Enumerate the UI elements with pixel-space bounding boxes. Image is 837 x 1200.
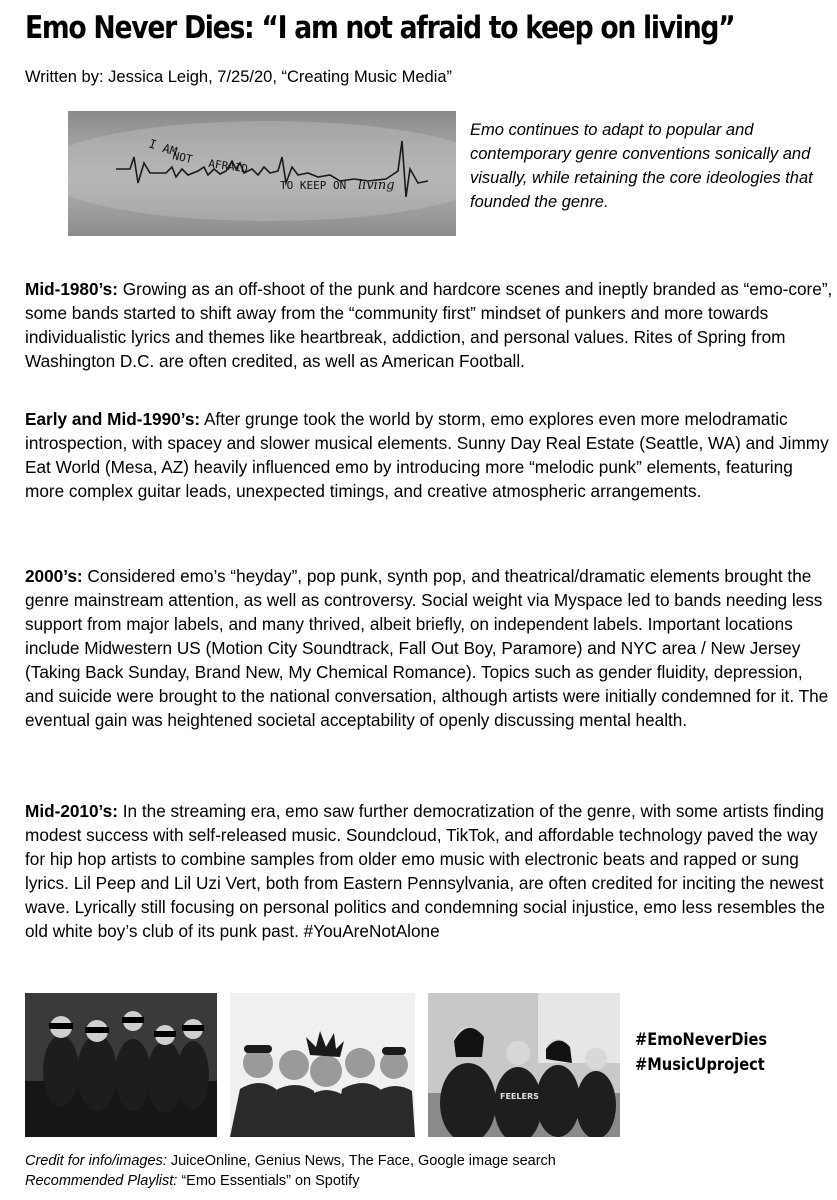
playlist-text: “Emo Essentials” on Spotify (177, 1173, 360, 1189)
credit-label: Credit for info/images: (25, 1153, 167, 1169)
tattoo-text-2: NOT (171, 149, 194, 167)
credits (25, 1151, 556, 1191)
band-photo-2 (230, 993, 415, 1137)
band-photo-3 (428, 993, 620, 1137)
section-body: After grunge took the world by storm, emo explores even more melodramatic introspection, with spacey and slower musical elements. Sunny Day Real Estate (Seattle, WA) and Jimmy Eat World (Mesa, AZ) heavily influenced emo by introducing more “melodic punk” elements, featuring more complex guitar leads, unexpected timings, and creative atmospheric arrangements. (25, 409, 829, 501)
section-heading: 2000’s: (25, 566, 83, 586)
section-body: Considered emo’s “heyday”, pop punk, synth pop, and theatrical/dramatic elements brought the genre mainstream attention, as well as controversy. Social weight via Myspace led to bands needing less support from major labels, and many thrived, albeit briefly, on independent labels. Important locations include Midwestern US (Motion City Soundtrack, Fall Out Boy, Paramore) and NYC area / New Jersey (Taking Back Sunday, Brand New, My Chemical Romance). Topics such as gender fluidity, depression, and suicide were brought to the national conversation, although artists were initially condemned for it. The eventual gain was heightened societal acceptability of openly discussing mental health. (25, 566, 829, 730)
credit-line (25, 1151, 556, 1171)
playlist-label: Recommended Playlist: (25, 1173, 178, 1189)
section-2000s (25, 564, 833, 732)
credit-text: JuiceOnline, Genius News, The Face, Google image search (166, 1153, 556, 1169)
hashtag[interactable]: #EmoNeverDies (635, 1030, 768, 1050)
tattoo-text-1: I AM (147, 136, 179, 159)
section-mid-1980s (25, 277, 833, 373)
section-heading: Mid-2010’s: (25, 801, 118, 821)
hashtag[interactable]: #MusicUproject (635, 1055, 765, 1075)
section-1990s (25, 407, 833, 503)
shirt-text: FEELERS (500, 1092, 539, 1101)
byline: Written by: Jessica Leigh, 7/25/20, “Creating Music Media” (25, 68, 453, 86)
playlist-line (25, 1171, 556, 1191)
section-body: Growing as an off-shoot of the punk and hardcore scenes and ineptly branded as “emo-core”, some bands started to shift away from the “community first” mindset of punkers and more towards individualistic lyrics and themes like heartbreak, addiction, and personal values. Rites of Spring from Washington D.C. are often credited, as well as American Football. (25, 279, 833, 371)
tattoo-text-4: TO KEEP ON (280, 179, 347, 192)
tattoo-photo (68, 111, 456, 236)
tattoo-text-5: living (358, 178, 395, 193)
section-heading: Mid-1980’s: (25, 279, 118, 299)
page-title: Emo Never Dies: “I am not afraid to keep on living” (25, 10, 735, 46)
section-heading: Early and Mid-1990’s: (25, 409, 201, 429)
section-mid-2010s (25, 799, 833, 943)
band-photo-1 (25, 993, 217, 1137)
intro-text: Emo continues to adapt to popular and contemporary genre conventions sonically and visually, while retaining the core ideologies that founded the genre. (470, 121, 813, 211)
tattoo-text-3: AFRAID (207, 157, 249, 176)
hashtags (635, 1028, 767, 1078)
section-body: In the streaming era, emo saw further democratization of the genre, with some artists finding modest success with self-released music. Soundcloud, TikTok, and affordable technology paved the way for hip hop artists to combine samples from older emo music with electronic beats and rapped or sung lyrics. Lil Peep and Lil Uzi Vert, both from Eastern Pennsylvania, are often credited for inciting the newest wave. Lyrically still focusing on personal politics and condemning social injustice, emo less resembles the old white boy’s club of its punk past. #YouAreNotAlone (25, 801, 825, 941)
